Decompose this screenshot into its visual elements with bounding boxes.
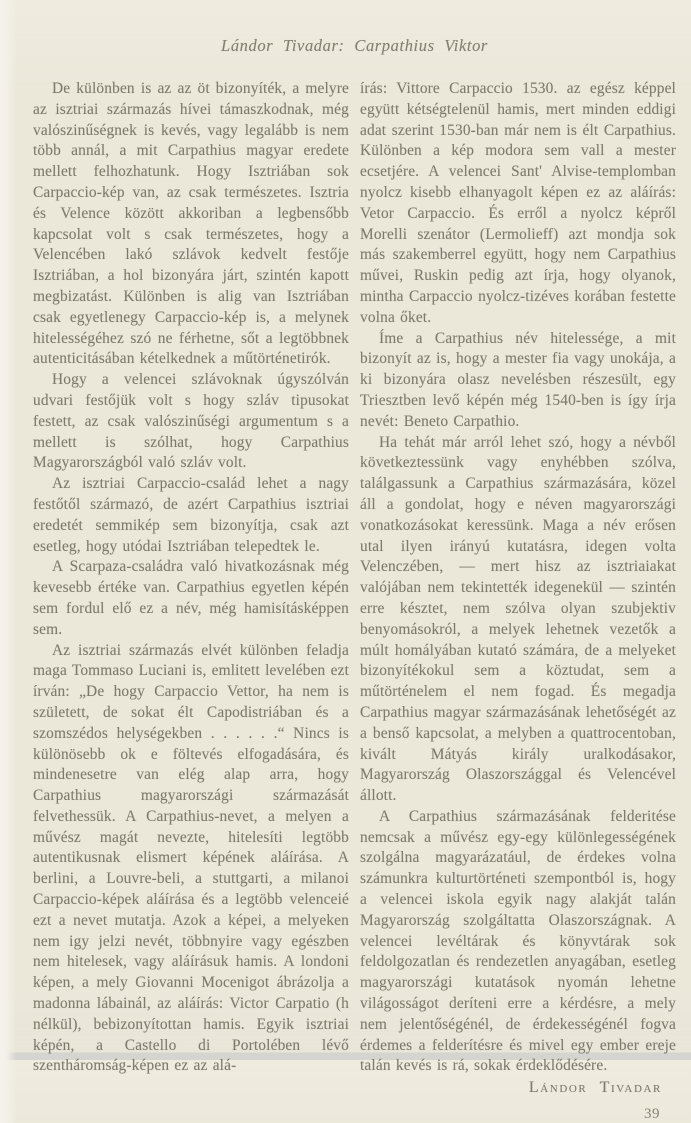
- paragraph: Ha tehát már arról lehet szó, hogy a névből következtessünk vagy enyhébben szólva, találgassunk a Carpathius származására, közel áll a gondolat, hogy e néven magyarországi vonatkozásokat keressünk. Maga a név erősen utal ilyen irányú kutatásra, idegen volta Velenczében, — mert hisz az isztriaiakat valójában nem tekintették idegenekül — szintén erre késztet, nem szólva olyan szubjektiv benyomásokról, a melyek lehetnek vezetők a múlt homályában kutató számára, de a melyeket bizonyítékokul sem a köztudat, sem a műtörténelem el nem fogad. És megadja Carpathius magyar származásának lehetőségét az a benső kapcsolat, a melyben a quattrocentoban, kivált Mátyás király uralkodásakor, Magyarország Olaszországgal és Velencével állott.: [360, 433, 676, 805]
- paragraph-continuation: írás: Vittore Carpaccio 1530. az egész képpel együtt kétségtelenül hamis, mert minden eddigi adat szerint 1530-ban már nem is élt Carpathius. Különben a kép modora sem vall a mester ecsetjére. A velencei Sant' Alvise-templomban nyolcz kisebb elhanyagolt képen ez az aláírás: Vetor Carpaccio. És erről a nyolcz képről Morelli szenátor (Lermolieff) azt mondja sok más szakemberrel együtt, hogy nem Carpathius művei, Ruskin pedig azt írja, hogy olyanok, mintha Carpaccio nyolcz-tizéves korában festette volna őket.: [360, 80, 676, 326]
- right-column: [360, 79, 676, 1123]
- paragraph: A Carpathius származásának felderitése nemcsak a művész egy-egy különlegességének szolgálna magyarázatául, de érdekes volna számunkra kulturtörténeti szempontból is, hogy a velencei iskola egyik nagy alakját talán Magyarország szolgáltatta Olaszországnak. A velencei levéltárak és könyvtárak sok feldolgozatlan és rendezetlen anyagában, esetleg magyarországi kutatások nyomán lehetne világosságot deríteni erre a kérdésre, a mely nem jelentőségénél, de érdekességénél fogva érdemes a felderítésre és mivel egy ember ereje talán kevés is rá, sokak érdeklődésére.: [360, 807, 676, 1075]
- left-column: [33, 79, 349, 1123]
- paragraph: Íme a Carpathius név hitelessége, a mit bizonyít az is, hogy a mester fia vagy unokája, a ki bizonyára olasz nevelésben részesült, egy Triesztben levő képén még 1540-ben is így írja nevét: Beneto Carpathio.: [360, 329, 676, 430]
- paragraph: A Scarpaza-családra való hivatkozásnak még kevesebb értéke van. Carpathius egyetlen képén sem fordul elő ez a név, még hamisításképpen sem.: [33, 558, 349, 638]
- text-columns: [33, 79, 676, 1123]
- paragraph: Az isztriai Carpaccio-család lehet a nagy festőtől származó, de azért Carpathius isztriai eredetét semmikép sem bizonyítja, csak azt esetleg, hogy utódai Isztriában telepedtek le.: [33, 475, 349, 555]
- author-signature: Lándor Tivadar: [528, 1079, 662, 1097]
- paragraph: Az isztriai származás elvét különben feladja maga Tommaso Luciani is, emlitett levelében ezt írván: „De hogy Carpaccio Vettor, ha nem is született, de sokat élt Capodistriában és a szomszédos helységekben . . . . . .“ Nincs is különösebb ok e föltevés elfogadására, és mindenesetre van elég alap arra, hogy Carpathius magyarországi származását felvethessük. A Carpathius-nevet, a melyen a művész magát nevezte, hitelesíti legtöbb autentikusnak elismert képének aláírása. A berlini, a Louvre-beli, a stuttgarti, a milanoi Carpaccio-képek aláírása és a legtöbb velenceié ezt a nevet mutatja. Azok a képei, a melyeken nem igy jelzi nevét, többnyire vagy egészben nem hitelesek, vagy aláírásuk hamis. A londoni képen, a mely Giovanni Mocenigot ábrázolja a madonna lábainál, az aláírás: Victor Carpatio (h nélkül), bebizonyítottan hamis. Egyik isztriai képén, a Castello di Portolében lévő szentháromság-képen ez az alá-: [33, 641, 349, 1075]
- paragraph: Hogy a velencei szlávoknak úgyszólván udvari festőjük volt s hogy szláv tipusokat festett, az csak valószinűségi argumentum s a mellett is szólhat, hogy Carpathius Magyarországból való szláv volt.: [33, 371, 349, 472]
- running-header: Lándor Tivadar: Carpathius Viktor: [221, 36, 488, 55]
- paragraph: De különben is az az öt bizonyíték, a melyre az isztriai származás hívei támaszkodnak, még valószinűségnek is kevés, vagy legalább is nem több annál, a mit Carpathius magyar eredete mellett felhozhatunk. Hogy Isztriában sok Carpaccio-kép van, az csak természetes. Isztria és Velence között akkoriban a legbensőbb kapcsolat volt s csak természetes, hogy a Velencében lakó szlávok kedvelt festője Isztriában, a hol bizonyára járt, szintén kapott megbizatást. Különben is alig van Isztriában csak egyetlenegy Carpaccio-kép is, a melynek hitelességéhez szó ne férhetne, sőt a legtöbbnek autenticitásában kételkednek a műtörténetirók.: [33, 80, 349, 368]
- page-number: 39: [644, 1106, 660, 1123]
